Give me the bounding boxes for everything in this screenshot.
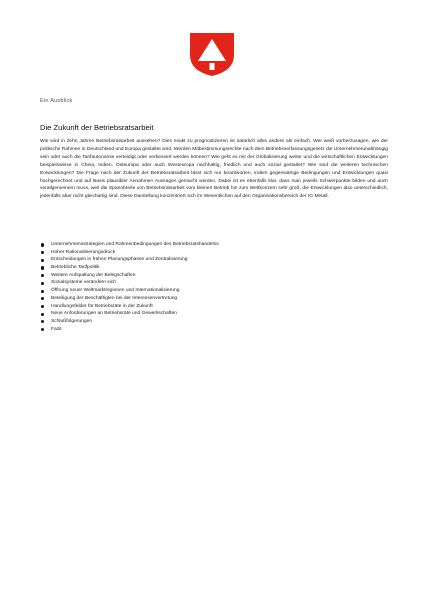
- list-item: [40, 272, 380, 280]
- list-item-label: Unternehmensstrategien und Rahmenbedingungen des Betriebsratshandelns: [51, 242, 219, 247]
- bullet-dot-icon: [41, 313, 44, 316]
- list-item: [40, 264, 380, 272]
- list-item-label: Handlungsfelder für Betriebsräte in der Zukunft: [51, 303, 153, 309]
- list-item-label: Neue Anforderungen an Betriebsräte und Gewerkschaften: [51, 311, 177, 317]
- topic-list: [40, 241, 380, 333]
- bullet-dot-icon: [41, 266, 44, 269]
- list-item: [40, 256, 380, 264]
- list-item-label: Öffnung neuer Weltmarktregionen und Internationalisierung: [51, 288, 180, 294]
- list-item-label: Entscheidungen in frühen Planungsphasen und Zentralisierung: [51, 257, 188, 263]
- list-item-label: Sozialsysteme verändern sich: [51, 280, 116, 286]
- list-item: [40, 318, 380, 326]
- list-item-label: Beteiligung der Beschäftigten bei der Interessenvertretung: [51, 295, 178, 301]
- bullet-dot-icon: [41, 282, 44, 285]
- intro-paragraph: Wie wird in zehn Jahren Betriebsratsarbeit aussehen? Dies exakt zu prognostizieren ist natürlich alles andere als einfach. Wer weiß vorherzusagen, wie der politische Rahmen in Deutschland und Europa gestaltet wird. Werden Mitbestimmungsrechte nach dem Betriebsverfassungsgesetz die Unternehmerunabhängig sein oder auch die Tarifautonomie verteidigt oder verbessert werden können? Wie geht es mit der Globalisierung weiter und die wirtschaftlichen Entwicklungen beispielsweise in China, Indien, Osteuropa oder auch Westeuropa nachhaltig, friedlich und auch sozial gestaltet? Wie sind die weiteren technischen Entwicklungen? Die Frage nach der Zukunft der Betriebsratsarbeit lässt sich nur beantworten, indem gegenwärtige Bedingungen und Entwicklungen quasi hochgerechnet und auf Basis plausibler Annahmen Aussagen gemacht werden. Dabei ist es ebenfalls klar, dass man jeweils Schwerpunkte bilden und auch verallgemeinern muss, weil die Spannbreite von Betriebsratsarbeit vom kleinen Betrieb hin zum Weltkonzern sehr groß, die Entwicklungen also unterschiedlich, jedenfalls aber nicht gleichartig sind. Diese Darstellung konzentriert sich im Wesentlichen auf den Organisationsbereich der IG Metall.: [40, 139, 388, 200]
- bullet-dot-icon: [41, 305, 44, 308]
- bullet-dot-icon: [41, 251, 44, 254]
- list-item-label: Hoher Rationalisierungsdruck: [51, 249, 116, 255]
- list-item-label: Fazit: [51, 326, 62, 332]
- bullet-dot-icon: [41, 243, 44, 246]
- bullet-dot-icon: [41, 297, 44, 300]
- list-item-label: Weitere Aufspaltung der Belegschaften: [51, 272, 136, 278]
- list-item: [40, 303, 380, 311]
- ig-metall-logo-icon: [188, 29, 236, 77]
- bullet-dot-icon: [41, 274, 44, 277]
- bullet-dot-icon: [41, 328, 44, 331]
- bullet-dot-icon: [41, 290, 44, 293]
- list-item: [40, 241, 380, 249]
- list-item: [40, 295, 380, 303]
- list-item-label: Betriebliche Tarifpolitik: [51, 265, 100, 271]
- list-item: [40, 326, 380, 334]
- section-kicker: Ein Ausblick: [40, 98, 73, 104]
- bullet-dot-icon: [41, 320, 44, 323]
- list-item: [40, 279, 380, 287]
- bullet-dot-icon: [41, 259, 44, 262]
- list-item: [40, 310, 380, 318]
- list-item: [40, 249, 380, 257]
- page-title: Die Zukunft der Betriebsratsarbeit: [40, 123, 154, 132]
- list-item: [40, 287, 380, 295]
- list-item-label: Schlußfolgerungen: [51, 318, 93, 324]
